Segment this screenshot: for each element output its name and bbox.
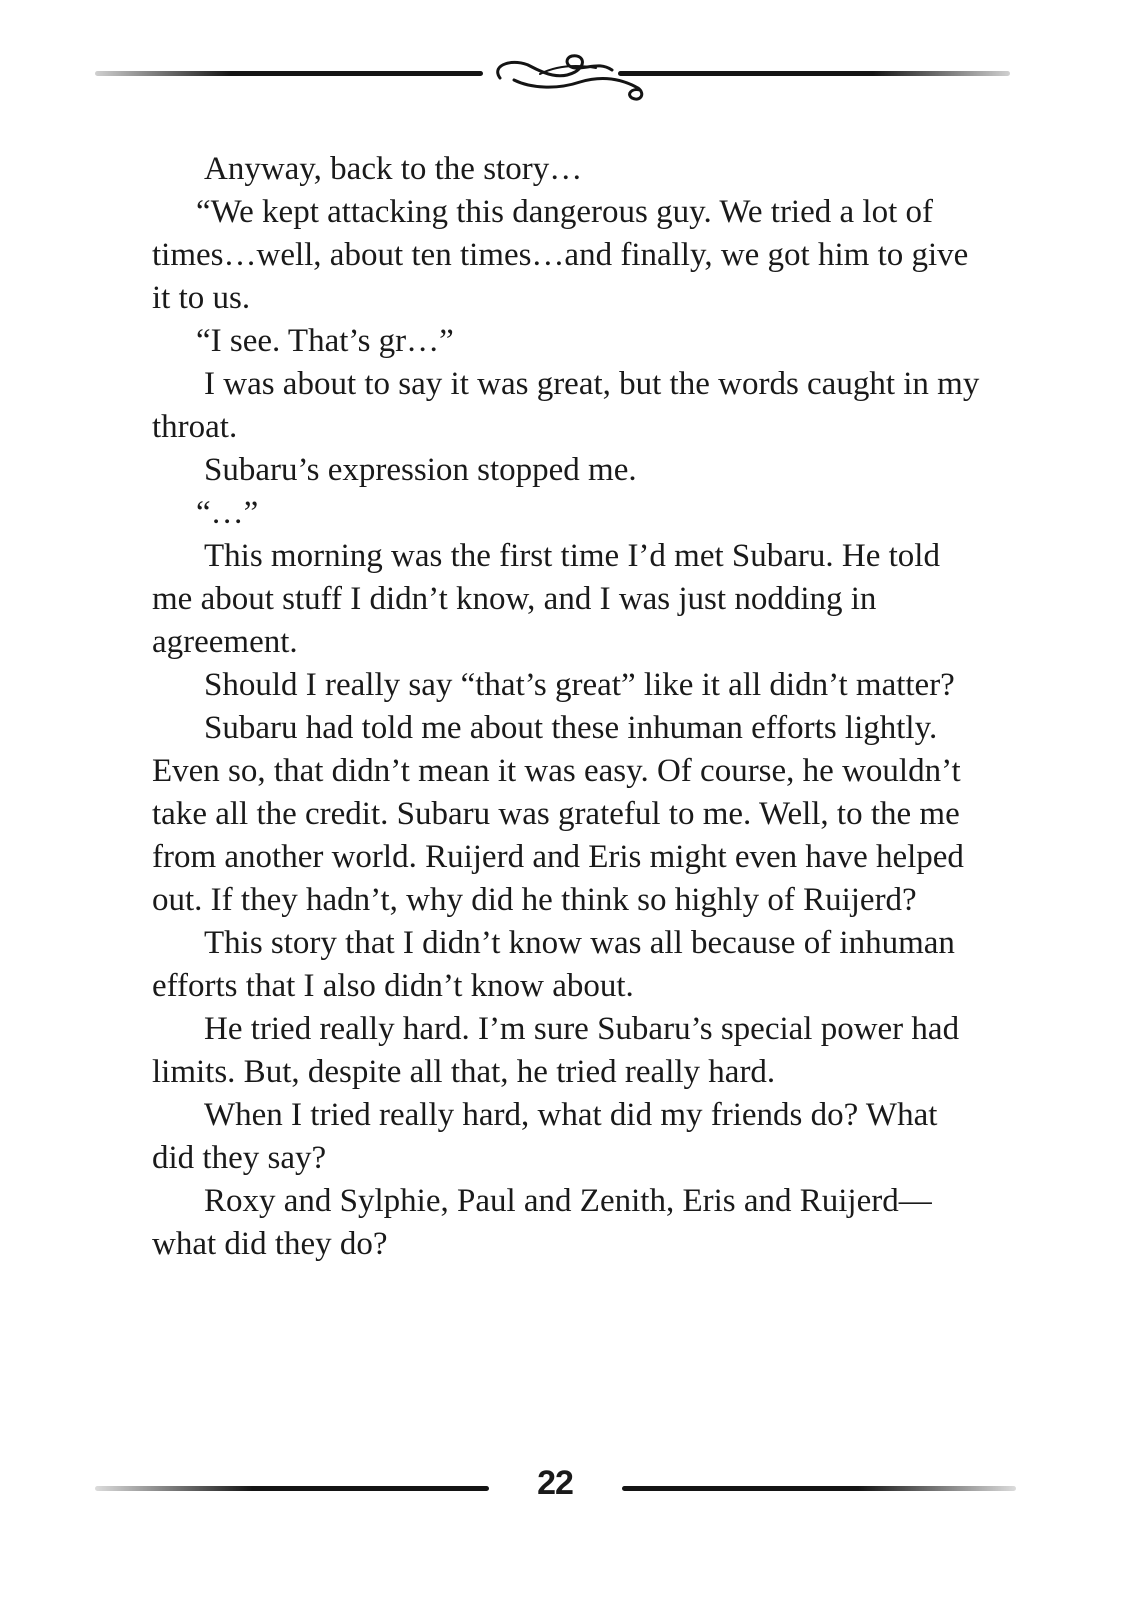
paragraph: Subaru’s expression stopped me. [204,452,637,488]
paragraph: “…” [196,495,259,531]
flourish-divider-icon [0,44,1122,114]
header-ornament [0,44,1122,114]
paragraph: “We kept attacking this dangerous guy. We tried a lot of times…well, about ten times…and finally, we got him to give it to us. [152,194,969,316]
paragraph: This story that I didn’t know was all because of inhuman efforts that I also didn’t know about. [152,925,955,1004]
body-text [152,148,982,1266]
paragraph: He tried really hard. I’m sure Subaru’s special power had limits. But, despite all that, he tried really hard. [152,1011,960,1090]
paragraph: I was about to say it was great, but the words caught in my throat. [152,366,980,445]
paragraph: Subaru had told me about these inhuman efforts lightly. Even so, that didn’t mean it was easy. Of course, he wouldn’t take all the credit. Subaru was grateful to me. Well, to the me from another world. Ruijerd and Eris might even have helped out. If they hadn’t, why did he think so highly of Ruijerd? [152,710,964,918]
paragraph: When I tried really hard, what did my friends do? What did they say? [152,1097,938,1176]
paragraph: Should I really say “that’s great” like it all didn’t matter? [204,667,955,703]
paragraph: “I see. That’s gr…” [196,323,454,359]
footer-rule-left [95,1486,489,1491]
footer-rule-right [622,1486,1016,1491]
paragraph: This morning was the first time I’d met Subaru. He told me about stuff I didn’t know, and I was just nodding in agreement. [152,538,940,660]
paragraph: Roxy and Sylphie, Paul and Zenith, Eris and Ruijerd—what did they do? [152,1183,932,1262]
page-number: 22 [537,1464,573,1502]
page-footer [0,1458,1122,1518]
paragraph: Anyway, back to the story… [204,151,583,187]
